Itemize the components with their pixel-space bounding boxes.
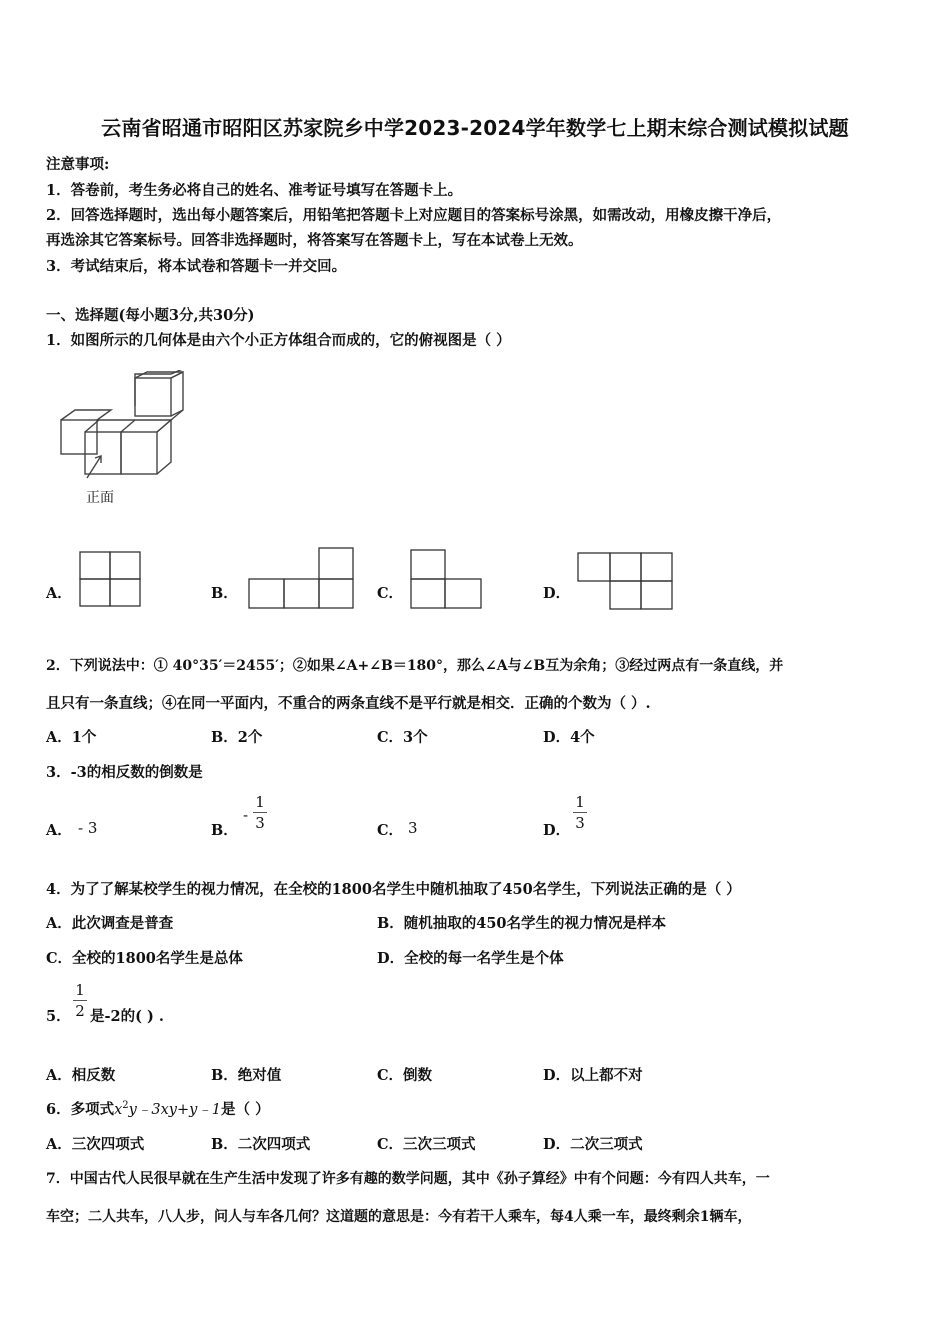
grid-cell: [110, 579, 140, 606]
q5-suffix: 是-2的( ) .: [90, 1008, 164, 1025]
cube-edge: [61, 410, 111, 420]
notice-item: 2．回答选择题时，选出每小题答案后，用铅笔把答题卡上对应题目的答案标号涂黑，如需改动，用橡皮擦干净后，: [46, 207, 782, 224]
cube-figure: [55, 370, 195, 510]
q1-option-c-label: C．: [377, 585, 404, 602]
cube-face: [135, 378, 171, 416]
q3-option-c-label: C．: [377, 822, 404, 839]
q1-option-d-figure: [576, 551, 674, 611]
q6-suffix: 是（ ）: [221, 1101, 270, 1118]
grid-cell: [610, 581, 641, 609]
q4-option-d: D．全校的每一名学生是个体: [377, 950, 564, 967]
notice-item: 1．答卷前，考生务必将自己的姓名、准考证号填写在答题卡上。: [46, 182, 463, 199]
grid-cell: [641, 553, 672, 581]
q6-option-d: D．二次三项式: [543, 1136, 643, 1153]
notice-item: 3．考试结束后，将本试卷和答题卡一并交回。: [46, 258, 347, 275]
arrow-shaft: [87, 456, 101, 478]
notice-item: 再选涂其它答案标号。回答非选择题时，将答案写在答题卡上，写在本试卷上无效。: [46, 232, 583, 249]
q6-option-b: B．二次四项式: [211, 1136, 311, 1153]
q7-line1: 7．中国古代人民很早就在生产生活中发现了许多有趣的数学问题，其中《孙子算经》中有个问题：今有四人共车，一: [46, 1171, 770, 1187]
q1-option-b-label: B．: [211, 585, 238, 602]
fraction-bar: [73, 1000, 87, 1001]
q4-option-a: A．此次调查是普查: [46, 915, 174, 932]
grid-cell: [578, 553, 610, 581]
q2-option-a: A．1个: [46, 729, 97, 746]
q6-option-a: A．三次四项式: [46, 1136, 145, 1153]
fraction-numerator: 1: [255, 793, 265, 811]
grid-cell: [319, 579, 353, 608]
front-label: 正面: [86, 490, 114, 506]
q3-option-c-value: 3: [408, 819, 418, 837]
q6-polynomial-rest: y﹣3xy+y﹣1: [128, 1102, 222, 1118]
q5-option-d: D．以上都不对: [543, 1067, 643, 1084]
section-heading: 一、选择题(每小题3分,共30分): [46, 307, 255, 324]
q2-stem-line1: 2．下列说法中：① 40°35′＝2455′；②如果∠A+∠B＝180°，那么∠A与∠B互为余角；③经过两点有一条直线，并: [46, 658, 784, 674]
cube-edge: [121, 420, 135, 432]
q3-option-b-sign: -: [243, 806, 249, 824]
q5-prefix: 5．: [46, 1008, 71, 1025]
cube-face: [85, 432, 121, 474]
q1-option-a-figure: [78, 550, 142, 608]
q2-stem-line2: 且只有一条直线；④在同一平面内，不重合的两条直线不是平行就是相交．正确的个数为（ ）.: [46, 695, 651, 712]
q1-option-b-figure: [247, 546, 355, 610]
q6-stem: [46, 1098, 270, 1119]
q1-option-a-label: A．: [46, 585, 72, 602]
q1-option-c-figure: [409, 548, 483, 610]
q6-exponent: 2: [122, 1100, 129, 1112]
cube-edge: [157, 420, 171, 474]
q3-option-d-label: D．: [543, 822, 571, 839]
grid-cell: [445, 579, 481, 608]
q2-option-b: B．2个: [211, 729, 263, 746]
cube-edge: [171, 372, 183, 416]
grid-cell: [411, 550, 445, 579]
grid-cell: [610, 553, 641, 581]
grid-cell: [80, 579, 110, 606]
fraction-numerator: 1: [575, 793, 585, 811]
q3-option-d-fraction: [573, 793, 587, 832]
q3-option-b-fraction: [253, 793, 267, 832]
q3-option-a-value: - 3: [78, 819, 98, 837]
q6-prefix: 6．多项式: [46, 1101, 115, 1118]
grid-cell: [284, 579, 319, 608]
q2-option-c: C．3个: [377, 729, 428, 746]
fraction-bar: [573, 812, 587, 813]
q5-fraction: [73, 981, 87, 1020]
q5-option-b: B．绝对值: [211, 1067, 282, 1084]
fraction-denominator: 3: [255, 814, 265, 832]
q5-option-c: C．倒数: [377, 1067, 433, 1084]
q4-stem: 4．为了了解某校学生的视力情况，在全校的1800名学生中随机抽取了450名学生，下列说法正确的是（ ）: [46, 881, 741, 898]
q3-stem: 3．-3的相反数的倒数是: [46, 764, 203, 781]
q1-stem: 1．如图所示的几何体是由六个小正方体组合而成的，它的俯视图是（ ）: [46, 332, 511, 349]
grid-cell: [319, 548, 353, 579]
fraction-denominator: 3: [575, 814, 585, 832]
q6-option-c: C．三次三项式: [377, 1136, 476, 1153]
grid-cell: [80, 552, 110, 579]
fraction-denominator: 2: [75, 1002, 85, 1020]
fraction-numerator: 1: [75, 981, 85, 999]
q1-option-d-label: D．: [543, 585, 571, 602]
q6-var-x: x: [114, 1102, 123, 1118]
grid-cell: [641, 581, 672, 609]
grid-cell: [110, 552, 140, 579]
fraction-bar: [253, 812, 267, 813]
q5-option-a: A．相反数: [46, 1067, 116, 1084]
page-title: 云南省昭通市昭阳区苏家院乡中学2023-2024学年数学七上期末综合测试模拟试题: [101, 116, 849, 140]
grid-cell: [249, 579, 284, 608]
grid-cell: [411, 579, 445, 608]
q4-option-b: B．随机抽取的450名学生的视力情况是样本: [377, 915, 667, 932]
q3-option-b-label: B．: [211, 822, 238, 839]
q2-option-d: D．4个: [543, 729, 595, 746]
q4-option-c: C．全校的1800名学生是总体: [46, 950, 243, 967]
notice-heading: 注意事项:: [46, 156, 110, 173]
cube-face: [121, 432, 157, 474]
q7-line2: 车空；二人共车，八人步，问人与车各几何？这道题的意思是：今有若干人乘车，每4人乘一车，最终剩余1辆车，: [46, 1209, 752, 1225]
q3-option-a-label: A．: [46, 822, 72, 839]
cube-face: [61, 420, 97, 454]
